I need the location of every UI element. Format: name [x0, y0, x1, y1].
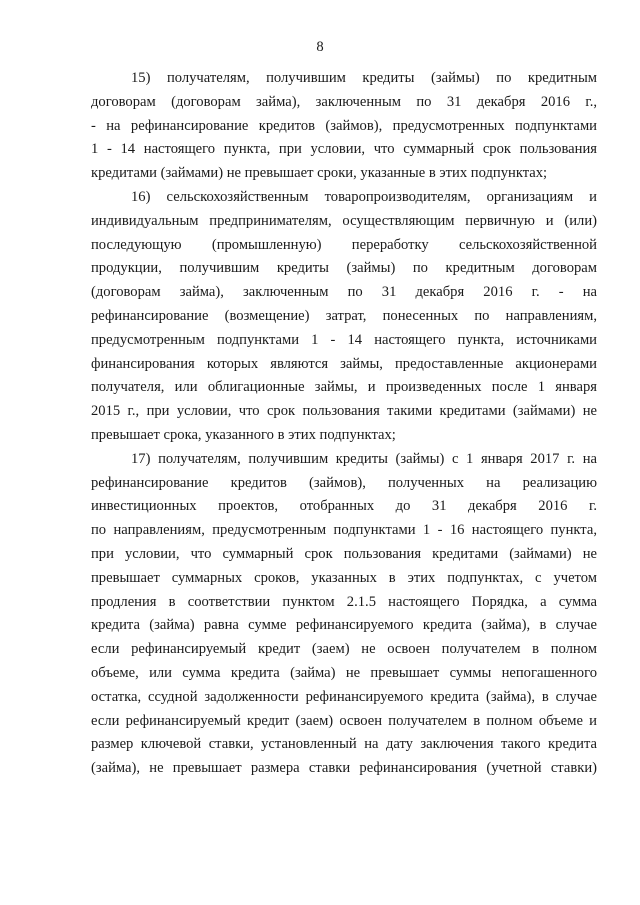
text-line: 2015 г., при условии, что срок пользования такими кредитами (займами) не	[91, 403, 597, 420]
text-line: при условии, что суммарный срок пользования кредитами (займами) не	[91, 545, 597, 562]
page-number: 8	[316, 39, 324, 55]
paragraph-15	[91, 67, 597, 186]
text-line: инвестиционных проектов, отобранных до 31 декабря 2016 г.	[91, 498, 597, 515]
text-line: продукции, получившим кредиты (займы) по кредитным договорам	[91, 260, 597, 277]
text-line: договорам (договорам займа), заключенным по 31 декабря 2016 г.,	[91, 93, 597, 110]
text-line: - на рефинансирование кредитов (займов), предусмотренных подпунктами	[91, 117, 597, 134]
text-line: если рефинансируемый кредит (заем) не освоен получателем в полном	[91, 641, 597, 658]
paragraph-16	[91, 186, 597, 448]
text-line: остатка, ссудной задолженности рефинансируемого кредита (займа), в случае	[91, 688, 597, 705]
text-line: продления в соответствии пунктом 2.1.5 настоящего Порядка, а сумма	[91, 593, 597, 610]
text-line: по направлениям, предусмотренным подпунктами 1 - 16 настоящего пункта,	[91, 522, 597, 539]
text-line: размер ключевой ставки, установленный на дату заключения такого кредита	[91, 736, 597, 753]
text-line: предусмотренным подпунктами 1 - 14 настоящего пункта, источниками	[91, 331, 597, 348]
text-line: получателя, или облигационные займы, и произведенных после 1 января	[91, 379, 597, 396]
text-line: 16) сельскохозяйственным товаропроизводителям, организациям и	[131, 188, 597, 205]
text-line: если рефинансируемый кредит (заем) освоен получателем в полном объеме и	[91, 712, 597, 729]
text-line: финансирования которых являются займы, предоставленные акционерами	[91, 355, 597, 372]
text-line: кредита (займа) равна сумме рефинансируемого кредита (займа), в случае	[91, 617, 597, 634]
text-line: 1 - 14 настоящего пункта, при условии, что суммарный срок пользования	[91, 141, 597, 158]
text-line: (договорам займа), заключенным по 31 декабря 2016 г. - на	[91, 284, 597, 301]
text-line: индивидуальным предпринимателям, осуществляющим первичную и (или)	[91, 212, 597, 229]
text-line: 15) получателям, получившим кредиты (займы) по кредитным	[131, 70, 597, 86]
text-line: кредитами (займами) не превышает сроки, указанные в этих подпунктах;	[91, 165, 548, 182]
text-line: 17) получателям, получившим кредиты (займы) с 1 января 2017 г. на	[131, 450, 597, 467]
text-line: последующую (промышленную) переработку сельскохозяйственной	[91, 236, 597, 253]
document-body	[91, 67, 597, 781]
text-line: рефинансирование кредитов (займов), полученных на реализацию	[91, 474, 597, 491]
text-line: превышает срока, указанного в этих подпунктах;	[91, 426, 396, 443]
paragraph-17	[91, 448, 597, 781]
text-line: объеме, или сумма кредита (займа) не превышает суммы непогашенного	[91, 664, 597, 681]
text-line: превышает суммарных сроков, указанных в этих подпунктах, с учетом	[91, 569, 597, 586]
text-line: (займа), не превышает размера ставки рефинансирования (учетной ставки)	[91, 760, 597, 777]
text-line: рефинансирование (возмещение) затрат, понесенных по направлениям,	[91, 307, 597, 324]
